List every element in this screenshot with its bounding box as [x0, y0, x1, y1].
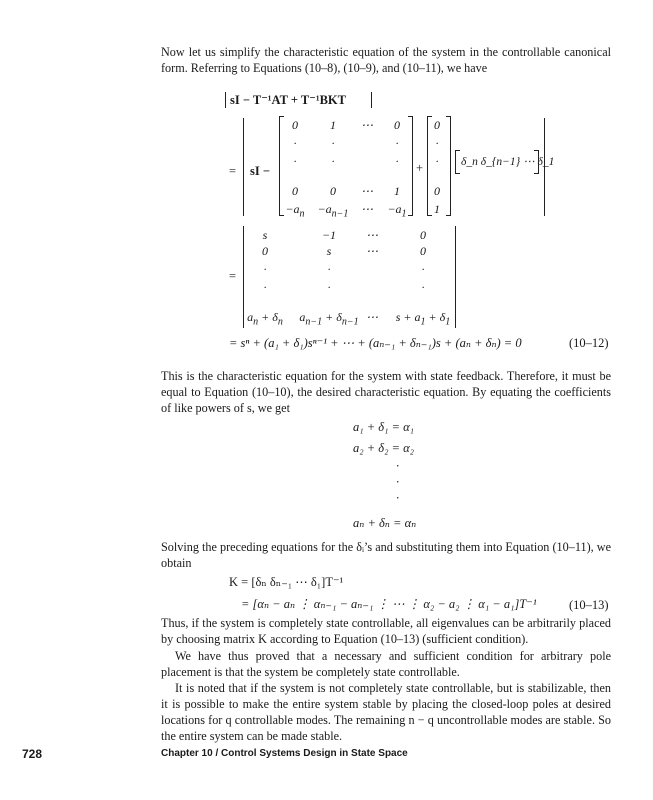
matrixA-cell: · — [395, 136, 399, 150]
matrixA-cell: $-a_n$ — [285, 202, 305, 220]
matrixC-cell: 0 — [420, 244, 426, 258]
matrixC-cell: s — [262, 228, 268, 242]
det3-bar-left — [243, 226, 244, 328]
det2-bar-left — [243, 118, 244, 216]
paragraph-equate: This is the characteristic equation for the system with state feedback. Therefore, it must be equal to Equation (10–10), the desired characteristic equation. By equating the coefficients of like powers of s, we get — [161, 369, 611, 415]
coefficient-equation: a₁ + δ₁ = α₁ — [353, 420, 415, 434]
matrixA-cell: ⋯ — [361, 184, 373, 198]
equals-sign-3: = — [229, 269, 237, 283]
matrixC-cell: 0 — [420, 228, 426, 242]
matrixC-cell: s — [326, 244, 332, 258]
intro-paragraph: Now let us simplify the characteristic equation of the system in the controllable canonical form. Referring to Equations (10–8), (10–9), and (10–11), we have — [161, 45, 611, 75]
matrixA-cell: · — [395, 154, 399, 168]
matrixC-cell: $s + a_1 + \delta_1$ — [395, 310, 451, 328]
row-k-bracket-left — [455, 150, 460, 174]
det2-bar-right — [544, 118, 545, 216]
matrixC-cell: −1 — [321, 228, 337, 242]
coefficient-equation: · — [396, 491, 400, 505]
det-bar-left — [225, 92, 226, 108]
matrixA-cell: · — [293, 136, 297, 150]
det-expression: sI − T⁻¹AT + T⁻¹BKT — [230, 93, 346, 107]
vector-b-bracket-left — [427, 116, 432, 216]
matrixC-cell: $a_{n-1} + \delta_{n-1}$ — [299, 310, 359, 328]
char-eq-result: = sⁿ + (a₁ + δ₁)sⁿ⁻¹ + ⋯ + (aₙ₋₁ + δₙ₋₁)s + (aₙ + δₙ) = 0 — [229, 336, 522, 350]
matrixC-cell: · — [421, 262, 425, 276]
matrixA-cell: ⋯ — [361, 118, 373, 132]
matrixA-cell: 0 — [394, 118, 400, 132]
matrixA-cell: 1 — [330, 118, 336, 132]
running-head: Chapter 10 / Control Systems Design in State Space — [161, 748, 408, 759]
matrixA-cell: · — [331, 136, 335, 150]
matrix-a-bracket-right — [408, 116, 413, 216]
matrixC-cell: · — [327, 262, 331, 276]
equals-sign-2: = — [229, 164, 237, 178]
matrixA-cell: · — [331, 154, 335, 168]
det3-bar-right — [455, 226, 456, 328]
matrixC-cell: 0 — [262, 244, 268, 258]
matrixC-cell: $a_n + \delta_n$ — [247, 310, 283, 328]
matrixA-cell: 1 — [394, 184, 400, 198]
plus-sign: + — [416, 161, 424, 175]
coefficient-equation: a₂ + δ₂ = α₂ — [353, 441, 415, 455]
matrixA-cell: $-a_1$ — [387, 202, 407, 220]
matrixC-cell: · — [263, 262, 267, 276]
coefficient-equation: · — [396, 475, 400, 489]
k-gain-line-1: K = [δₙ δₙ₋₁ ⋯ δ₁]T⁻¹ — [229, 575, 344, 589]
matrixC-cell: · — [327, 280, 331, 294]
sI-term: sI − — [250, 164, 270, 178]
matrixA-cell: $-a_{n-1}$ — [317, 202, 349, 220]
vectorB-cell: 0 — [434, 184, 440, 198]
coefficient-equation: · — [396, 459, 400, 473]
matrixA-cell: 0 — [292, 184, 298, 198]
vectorB-cell: · — [435, 136, 439, 150]
matrixA-cell: 0 — [330, 184, 336, 198]
coefficient-equation: aₙ + δₙ = αₙ — [353, 516, 417, 530]
paragraph-solve: Solving the preceding equations for the δᵢ’s and substituting them into Equation (10–11), we obtain — [161, 540, 611, 570]
matrixA-cell: ⋯ — [361, 202, 373, 216]
equation-number-10-13: (10–13) — [569, 598, 609, 612]
row-k: δ_n δ_{n−1} ⋯ δ_1 — [461, 156, 555, 168]
vectorB-cell: 1 — [434, 202, 440, 216]
matrixC-cell: · — [421, 280, 425, 294]
matrixC-cell: ⋯ — [366, 244, 378, 258]
paragraph-proof: We have thus proved that a necessary and sufficient condition for arbitrary pole placement is that the system be completely state controllable. — [161, 649, 611, 679]
k-gain-line-2: = [αₙ − aₙ ⋮ αₙ₋₁ − aₙ₋₁ ⋮ ⋯ ⋮ α₂ − a₂ ⋮ α₁ − a₁]T⁻¹ — [241, 597, 537, 611]
vectorB-cell: · — [435, 154, 439, 168]
row-k-bracket-right — [534, 150, 539, 174]
page-number: 728 — [22, 747, 43, 761]
paragraph-stabilizable: It is noted that if the system is not completely state controllable, but is stabilizable, then it is possible to make the entire system stable by placing the closed-loop poles at desired locations for q controllable modes. The remaining n − q uncontrollable modes are stable. So the entire system can be made stable. — [161, 681, 611, 743]
matrixC-cell: · — [263, 280, 267, 294]
matrixA-cell: 0 — [292, 118, 298, 132]
equation-number-10-12: (10–12) — [569, 336, 609, 350]
paragraph-thus: Thus, if the system is completely state controllable, all eigenvalues can be arbitrarily placed by choosing matrix K according to Equation (10–13) (sufficient condition). — [161, 616, 611, 646]
matrix-a-bracket-left — [279, 116, 284, 216]
det-bar-right — [371, 92, 372, 108]
matrixA-cell: · — [293, 154, 297, 168]
vector-b-bracket-right — [446, 116, 451, 216]
vectorB-cell: 0 — [434, 118, 440, 132]
matrixC-cell: ⋯ — [366, 228, 378, 242]
matrixC-cell: ⋯ — [366, 310, 378, 324]
